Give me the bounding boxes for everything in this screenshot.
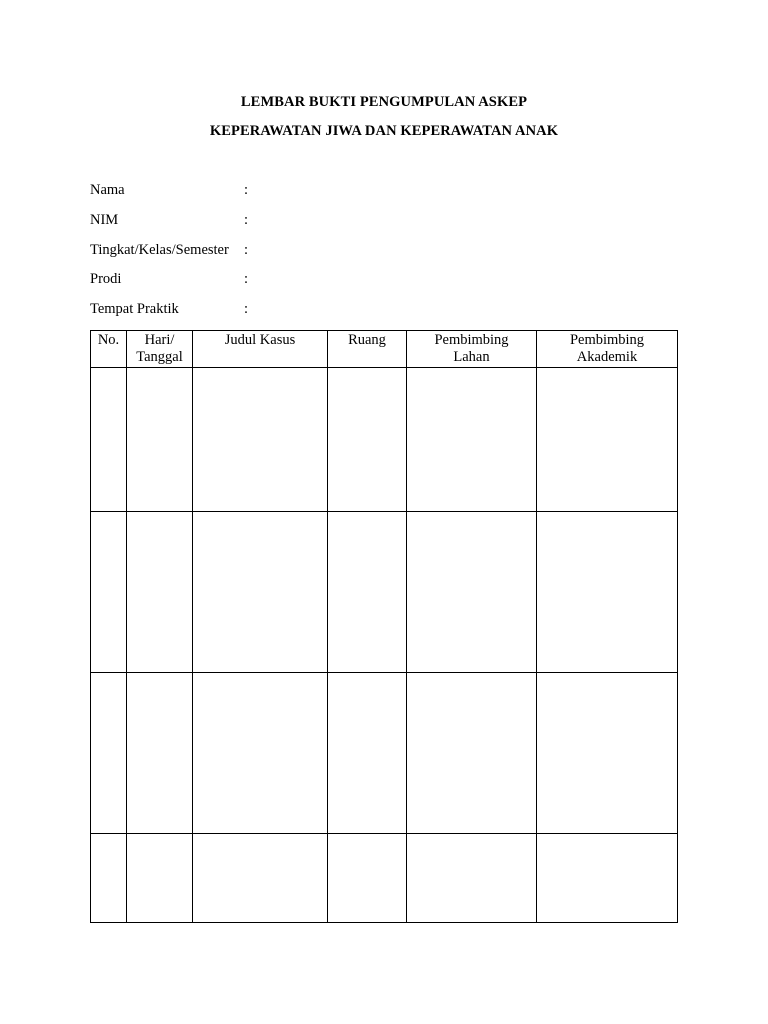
field-separator: : [244,271,249,287]
table-cell[interactable] [537,512,678,673]
table-cell[interactable] [91,368,127,512]
header-ruang: Ruang [328,331,407,368]
header-pembimbing-akademik: Pembimbing Akademik [537,331,678,368]
field-separator: : [244,182,249,198]
table-row [91,834,678,923]
table-cell[interactable] [537,368,678,512]
table-cell[interactable] [328,834,407,923]
table-cell[interactable] [407,673,537,834]
field-separator: : [244,301,249,317]
table-row [91,368,678,512]
document-subtitle: KEPERAWATAN JIWA DAN KEPERAWATAN ANAK [209,123,559,139]
field-label: Prodi [90,271,122,287]
table-cell[interactable] [328,368,407,512]
table-cell[interactable] [91,512,127,673]
table-cell[interactable] [127,368,193,512]
table-cell[interactable] [193,834,328,923]
field-label: Tingkat/Kelas/Semester [90,242,229,258]
table-cell[interactable] [407,512,537,673]
header-pembimbing-lahan: Pembimbing Lahan [407,331,537,368]
field-label: Tempat Praktik [90,301,179,317]
field-separator: : [244,212,249,228]
table-cell[interactable] [91,673,127,834]
field-label: NIM [90,212,119,228]
table-cell[interactable] [328,673,407,834]
table-cell[interactable] [193,368,328,512]
table-header-row [91,331,678,368]
table-row [91,512,678,673]
header-no: No. [91,331,127,368]
table-cell[interactable] [127,512,193,673]
header-hari-tanggal: Hari/ Tanggal [127,331,193,368]
table-cell[interactable] [193,673,328,834]
table-cell[interactable] [407,368,537,512]
table-cell[interactable] [91,834,127,923]
submission-table [90,330,678,923]
document-title: LEMBAR BUKTI PENGUMPULAN ASKEP [240,94,528,110]
table-row [91,673,678,834]
table-cell[interactable] [193,512,328,673]
field-label: Nama [90,182,125,198]
table-cell[interactable] [537,834,678,923]
table-cell[interactable] [328,512,407,673]
field-separator: : [244,242,249,258]
table-cell[interactable] [127,673,193,834]
table-cell[interactable] [537,673,678,834]
table-cell[interactable] [407,834,537,923]
table-cell[interactable] [127,834,193,923]
header-judul-kasus: Judul Kasus [193,331,328,368]
